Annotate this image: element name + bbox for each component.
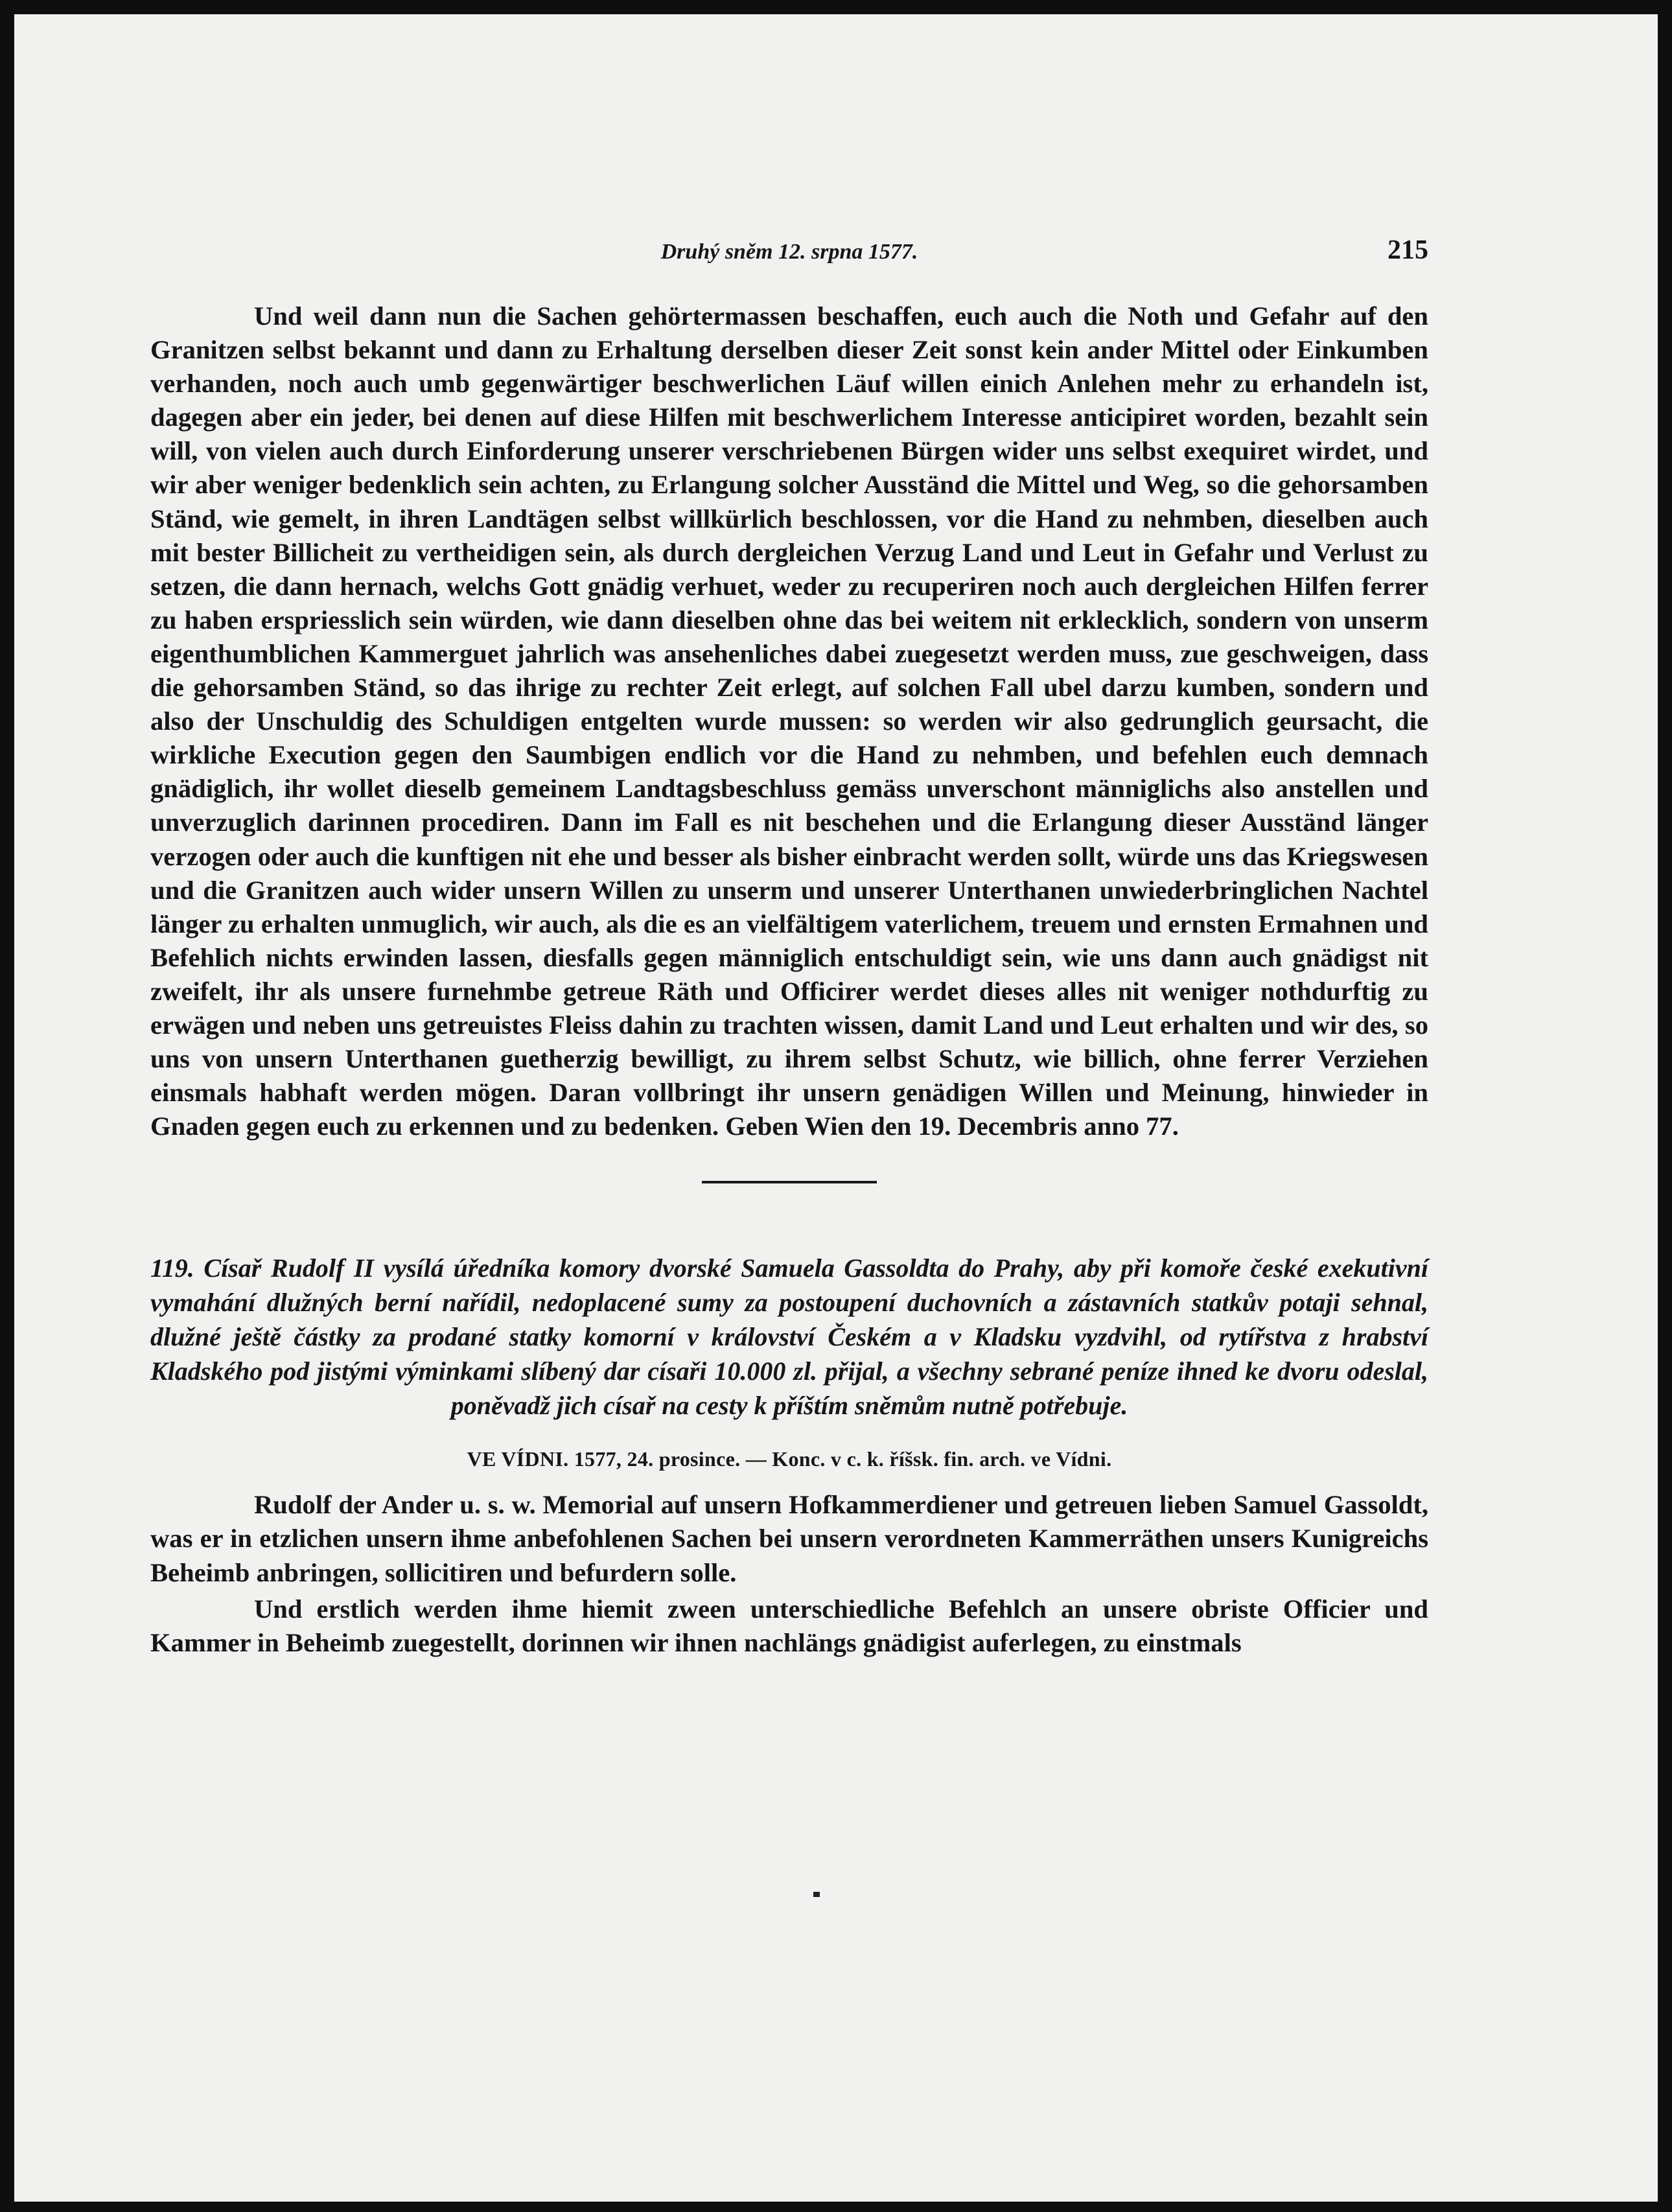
scanned-page: [14, 14, 1658, 2202]
section-divider: [702, 1181, 877, 1183]
entry-source-line: VE VÍDNI. 1577, 24. prosince. — Konc. v c. k. říšsk. fin. arch. ve Vídni.: [467, 1447, 1112, 1471]
entry-paragraph-2: Und erstlich werden ihme hiemit zween unterschiedliche Befehlch an unsere obriste Officier und Kammer in Beheimb zuegestellt, dorinnen wir ihnen nachlängs gnädigist auferlegen, zu einstmals: [150, 1594, 1428, 1657]
entry-paragraph-1: Rudolf der Ander u. s. w. Memorial auf unsern Hofkammerdiener und getreuen lieben Samuel Gassoldt, was er in etzlichen unsern ihme anbefohlenen Sachen bei unsern verordneten Kammerräthen unsers Kunigreichs Beheimb anbringen, sollicitiren und befurdern solle.: [150, 1490, 1428, 1587]
running-title: Druhý sněm 12. srpna 1577.: [660, 240, 918, 264]
page-number: 215: [1388, 235, 1428, 265]
page-content: [150, 235, 1428, 1660]
running-header: [150, 235, 1428, 274]
continued-paragraph: Und weil dann nun die Sachen gehörtermassen beschaffen, euch auch die Noth und Gefahr auf den Granitzen selbst bekannt und dann zu Erhaltung derselben dieser Zeit sonst kein ander Mittel oder Einkumben verhanden, noch auch umb gegenwärtiger beschwerlichen Läuf willen einich Anlehen mehr zu erhandeln ist, dagegen aber ein jeder, bei denen auf diese Hilfen mit beschwerlichem Interesse anticipiret worden, bezahlt sein will, von vielen auch durch Einforderung unserer verschriebenen Bürgen wider uns selbst exequiret wirdet, und wir aber weniger bedenklich sein achten, zu Erlangung solcher Ausständ die Mittel und Weg, so die gehorsamben Ständ, wie gemelt, in ihren Landtägen selbst willkürlich beschlossen, vor die Hand zu nehmben, dieselben auch mit bester Billicheit zu vertheidigen sein, als durch dergleichen Verzug Land und Leut in Gefahr und Verlust zu setzen, die dann hernach, welchs Gott gnädig verhuet, weder zu recuperiren noch auch dergleichen Hilfen ferrer zu haben erspriesslich sein würden, wie dann dieselben ohne das bei weitem nit erklecklich, sondern von unserm eigenthumblichen Kammerguet jahrlich was ansehenliches dabei zuegesetzt werden muss, zue geschweigen, dass die gehorsamben Ständ, so das ihrige zu rechter Zeit erlegt, auf solchen Fall ubel darzu kumben, sondern und also der Unschuldig des Schuldigen entgelten wurde mussen: so werden wir also gedrunglich geursacht, die wirkliche Execution gegen den Saumbigen endlich vor die Hand zu nehmben, und befehlen euch demnach gnädiglich, ihr wollet dieselb gemeinem Landtagsbeschluss gemäss unverschont männiglichs also anstellen und unverzuglich darinnen procediren. Dann im Fall es nit beschehen und die Erlangung dieser Ausständ länger verzogen oder auch die kunftigen nit ehe und besser als bisher einbracht werden sollt, würde uns das Kriegswesen und die Granitzen auch wider unsern Willen zu unserm und unserer Unterthanen unwiederbringlichen Nachtel länger zu erhalten unmuglich, wir auch, als die es an vielfältigem vaterlichem, treuem und ernsten Ermahnen und Befehlich nichts erwinden lassen, diesfalls gegen männiglich entschuldigt sein, wie uns dann auch gnädigst nit zweifelt, ihr als unsere furnehmbe getreue Räth und Officirer werdet dieses alles nit weniger nothdurftig zu erwägen und neben uns getreuistes Fleiss dahin zu trachten wissen, damit Land und Leut erhalten und wir des, so uns von unsern Unterthanen guetherzig bewilligt, zu ihrem selbst Schutz, wie billich, ohne ferrer Verziehen einsmals habhaft werden mögen. Daran vollbringt ihr unsern genädigen Willen und Meinung, hinwieder in Gnaden gegen euch zu erkennen und zu bedenken. Geben Wien den 19. Decembris anno 77.: [150, 301, 1428, 1141]
entry-summary: 119. Císař Rudolf II vysílá úředníka komory dvorské Samuela Gassoldta do Prahy, aby při komoře české exekutivní vymahání dlužných berní nařídil, nedoplacené sumy za postoupení duchovních a zástavních statkův potaji sehnal, dlužné ještě částky za prodané statky komorní v království Českém a v Kladsku vyzdvihl, od rytířstva z hrabství Kladského pod jistými výminkami slíbený dar císaři 10.000 zl. přijal, a všechny sebrané peníze ihned ke dvoru odeslal, poněvadž jich císař na cesty k příštím sněmům nutně potřebuje.: [150, 1253, 1428, 1421]
ink-mark: [813, 1892, 820, 1897]
